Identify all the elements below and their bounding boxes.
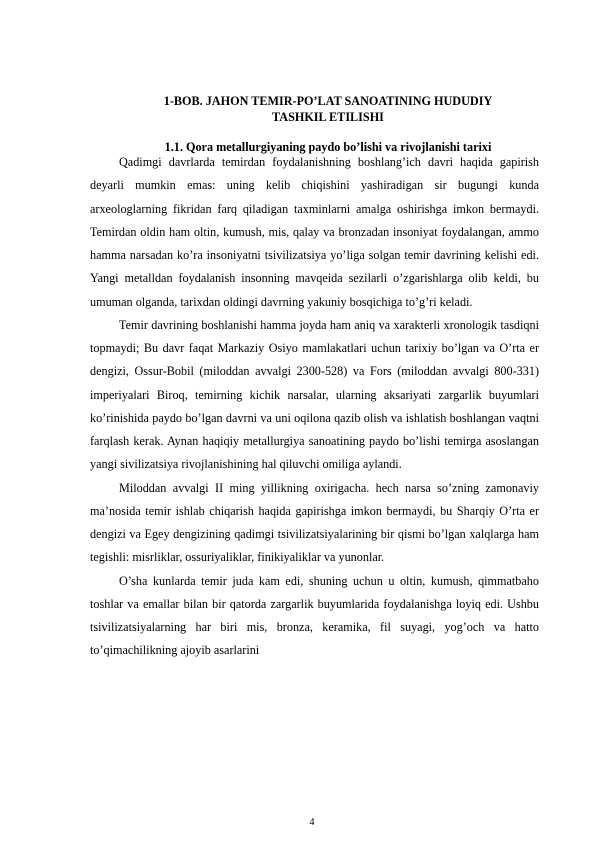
chapter-title-line-2: TASHKIL ETILISHI (272, 109, 384, 124)
chapter-title (118, 94, 538, 125)
paragraph-4: O’sha kunlarda temir juda kam edi, shuning uchun u oltin, kumush, qimmatbaho toshlar va emallar bilan bir qatorda zargarlik buyumlarida foydalanishga loyiq edi. Ushbu tsivilizatsiyalarning har biri mis, bronza, keramika, fil suyagi, yog’och va hatto to’qimachilikning ajoyib asarlarini (90, 573, 539, 658)
section-title: 1.1. Qora metallurgiyaning paydo bo’lishi va rivojlanishi tarixi (164, 140, 492, 154)
page-number: 4 (309, 817, 315, 828)
body-text (90, 151, 539, 663)
paragraph-2: Temir davrining boshlanishi hamma joyda ham aniq va xarakterli xronologik tasdiqni topmaydi; Bu davr faqat Markaziy Osiyo mamlakatlari uchun tarixiy bo’lgan va O’rta er dengizi, Ossur-Bobil (miloddan avvalgi 2300-528) va Fors (miloddan avvalgi 800-331) imperiyalari Biroq, temirning kichik narsalar, ularning aksariyati zargarlik buyumlari ko’rinishida paydo bo’lgan davrni va uni oqilona qazib olish va ishlatish boshlangan vaqtni farqlash kerak. Aynan haqiqiy metallurgiya sanoatining paydo bo’lishi temirga asoslangan yangi sivilizatsiya rivojlanishining hal qiluvchi omiliga aylandi. (90, 317, 539, 472)
paragraph-1: Qadimgi davrlarda temirdan foydalanishning boshlang’ich davri haqida gapirish deyarli mumkin emas: uning kelib chiqishini yashiradigan sir bugungi kunda arxeologlarning fikridan farq qiladigan taxminlarni amalga oshirishga imkon bermaydi. Temirdan oldin ham oltin, kumush, mis, qalay va bronzadan insoniyat foydalangan, ammo hamma narsadan ko’ra insoniyatni tsivilizatsiya yo’liga solgan temir davrining kelishi edi. Yangi metalldan foydalanish insonning mavqeida sezilarli o’zgarishlarga olib keldi, bu umuman olganda, tarixdan oldingi davrning yakuniy bosqichiga to’g’ri keladi. (90, 155, 539, 309)
paragraph-3: Miloddan avvalgi II ming yillikning oxirigacha. hech narsa so’zning zamonaviy ma’nosida temir ishlab chiqarish haqida gapirishga imkon bermaydi, bu Sharqiy O’rta er dengizi va Egey dengizining qadimgi tsivilizatsiyalarining bir qismi bo’lgan xalqlarga ham tegishli: misrliklar, ossuriyaliklar, finikiyaliklar va yunonlar. (90, 480, 539, 565)
chapter-title-line-1: 1-BOB. JAHON TEMIR-PO’LAT SANOATINING HUDUDIY (163, 94, 493, 108)
